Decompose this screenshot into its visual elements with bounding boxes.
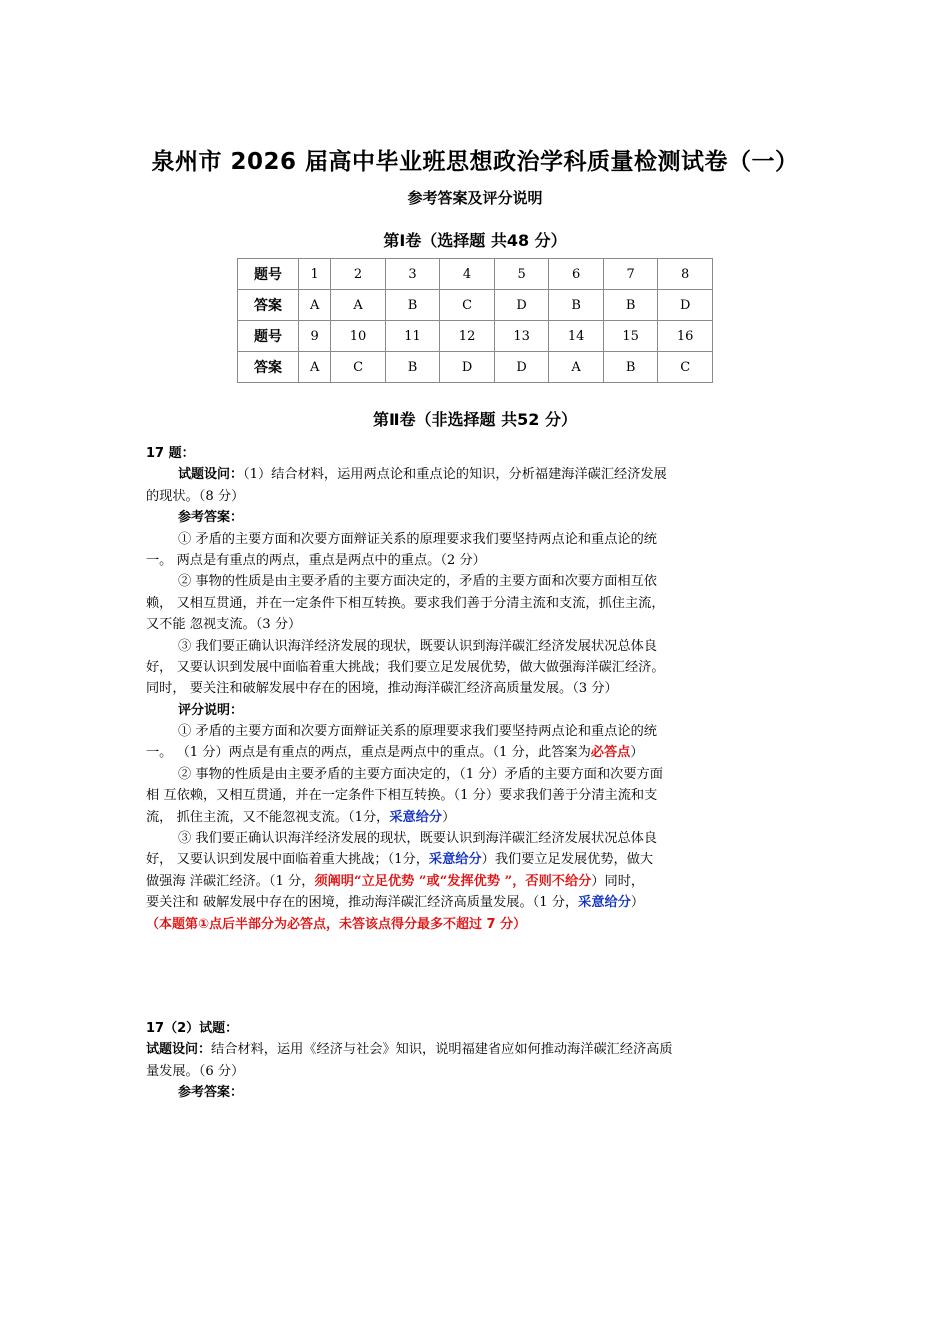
table-row xyxy=(238,352,713,383)
section-2-heading: 第Ⅱ卷（非选择题 共52 分） xyxy=(373,410,577,429)
answer-cell: B xyxy=(385,290,440,321)
question-number: 13 xyxy=(494,321,549,352)
table-row xyxy=(238,321,713,352)
answer-point-3-cont: 好， 又要认识到发展中面临着重大挑战；我们要立足发展优势，做大做强海洋碳汇经济。 xyxy=(146,659,665,675)
answer-table xyxy=(237,258,713,383)
scoring-point-2-cont xyxy=(146,807,810,828)
answer-cell: B xyxy=(603,290,658,321)
question-number: 14 xyxy=(549,321,604,352)
scoring-text: 要关注和 破解发展中存在的困境，推动海洋碳汇经济高质量发展。（1 分， xyxy=(146,895,579,911)
scoring-text: ） xyxy=(630,745,644,761)
answer-point-2: ② 事物的性质是由主要矛盾的主要方面决定的，矛盾的主要方面和次要方面相互依 xyxy=(178,574,657,590)
meaning-score-mark: 采意给分 xyxy=(428,852,482,868)
answer-cell: A xyxy=(299,290,331,321)
question-number: 7 xyxy=(603,259,658,290)
scoring-text: 好， 又要认识到发展中面临着重大挑战；（1分， xyxy=(146,852,429,868)
question-number: 6 xyxy=(549,259,604,290)
question-number: 4 xyxy=(440,259,495,290)
question-prompt xyxy=(146,464,810,485)
scoring-text: ）我们要立足发展优势，做大 xyxy=(481,852,654,868)
question-number: 9 xyxy=(299,321,331,352)
answer-cell: D xyxy=(494,290,549,321)
prompt-text: 结合材料，运用《经济与社会》知识，说明福建省应如何推动海洋碳汇经济高质 xyxy=(211,1042,673,1058)
answer-cell: A xyxy=(299,352,331,383)
question-prompt xyxy=(146,1039,810,1060)
row-label-question: 题号 xyxy=(238,321,299,352)
section-1-heading: 第Ⅰ卷（选择题 共48 分） xyxy=(383,231,567,250)
row-label-answer: 答案 xyxy=(238,290,299,321)
scoring-point-3-cont xyxy=(146,892,810,913)
answer-cell: A xyxy=(549,352,604,383)
scoring-text: ） xyxy=(442,809,456,825)
question-number: 16 xyxy=(658,321,713,352)
answer-point-2-cont: 又不能 忽视支流。（3 分） xyxy=(146,617,302,633)
scoring-point-1: ① 矛盾的主要方面和次要方面辩证关系的原理要求我们要坚持两点论和重点论的统 xyxy=(178,724,657,740)
scoring-point-2: ② 事物的性质是由主要矛盾的主要方面决定的，（1 分）矛盾的主要方面和次要方面 xyxy=(178,766,663,782)
question-number: 3 xyxy=(385,259,440,290)
answer-cell: D xyxy=(440,352,495,383)
scoring-point-3-cont xyxy=(146,871,810,892)
prompt-text: 量发展。（6 分） xyxy=(146,1063,245,1079)
answer-cell: C xyxy=(658,352,713,383)
scoring-text: 一。 （1 分）两点是有重点的两点，重点是两点中的重点。（1 分，此答案为 xyxy=(146,745,591,761)
document-title: 泉州市 2026 届高中毕业班思想政治学科质量检测试卷（一） xyxy=(151,149,799,175)
answer-cell: C xyxy=(440,290,495,321)
row-label-question: 题号 xyxy=(238,259,299,290)
question-number: 8 xyxy=(658,259,713,290)
answer-point-3-cont: 同时， 要关注和破解发展中存在的困境，推动海洋碳汇经济高质量发展。（3 分） xyxy=(146,681,618,697)
answer-point-1-cont: 一。 两点是有重点的两点，重点是两点中的重点。（2 分） xyxy=(146,552,486,568)
question-number: 1 xyxy=(299,259,331,290)
question-number: 2 xyxy=(331,259,386,290)
scoring-text: 流， 抓住主流，又不能忽视支流。（1分， xyxy=(146,809,390,825)
prompt-label: 试题设问： xyxy=(178,467,244,483)
question-label: 17（2）试题： xyxy=(146,1021,239,1036)
meaning-score-mark: 采意给分 xyxy=(389,809,443,825)
table-row xyxy=(238,259,713,290)
answer-cell: D xyxy=(658,290,713,321)
prompt-text: （1）结合材料，运用两点论和重点论的知识，分析福建海洋碳汇经济发展 xyxy=(243,467,667,483)
question-number: 12 xyxy=(440,321,495,352)
required-point-mark: 必答点 xyxy=(590,745,631,761)
scoring-point-2-cont: 相 互依赖，又相互贯通，并在一定条件下相互转换。（1 分）要求我们善于分清主流和支 xyxy=(146,788,658,804)
answer-point-3: ③ 我们要正确认识海洋经济发展的现状，既要认识到海洋碳汇经济发展状况总体良 xyxy=(178,638,657,654)
answer-point-2-cont: 赖， 又相互贯通，并在一定条件下相互转换。要求我们善于分清主流和支流，抓住主流， xyxy=(146,595,665,611)
table-row xyxy=(238,290,713,321)
prompt-label: 试题设问： xyxy=(146,1042,212,1058)
answer-point-1: ① 矛盾的主要方面和次要方面辩证关系的原理要求我们要坚持两点论和重点论的统 xyxy=(178,531,657,547)
row-label-answer: 答案 xyxy=(238,352,299,383)
answer-cell: C xyxy=(331,352,386,383)
answer-cell: B xyxy=(549,290,604,321)
question-17-block xyxy=(146,443,810,935)
reference-answer-label: 参考答案： xyxy=(178,510,244,526)
answer-cell: B xyxy=(603,352,658,383)
scoring-point-1-cont xyxy=(146,742,810,763)
required-condition-mark: 须阐明“立足优势 ”或“发挥优势 ”，否则不给分 xyxy=(314,873,592,889)
question-number: 11 xyxy=(385,321,440,352)
question-number: 5 xyxy=(494,259,549,290)
reference-answer-label: 参考答案： xyxy=(178,1085,244,1101)
question-label: 17 题： xyxy=(146,446,195,461)
scoring-point-3: ③ 我们要正确认识海洋经济发展的现状，既要认识到海洋碳汇经济发展状况总体良 xyxy=(178,831,657,847)
question-number: 10 xyxy=(331,321,386,352)
question-number: 15 xyxy=(603,321,658,352)
scoring-label: 评分说明： xyxy=(178,702,244,718)
meaning-score-mark: 采意给分 xyxy=(578,895,631,911)
answer-cell: B xyxy=(385,352,440,383)
question-17-2-block xyxy=(146,1018,810,1104)
scoring-text: 做强海 洋碳汇经济。（1 分， xyxy=(146,873,315,889)
scoring-text: ）同时， xyxy=(591,873,645,889)
answer-cell: D xyxy=(494,352,549,383)
answer-cell: A xyxy=(331,290,386,321)
scoring-point-3-cont xyxy=(146,849,810,870)
document-subtitle: 参考答案及评分说明 xyxy=(407,189,543,207)
prompt-text: 的现状。（8 分） xyxy=(146,488,245,504)
scoring-text: ） xyxy=(630,895,645,911)
scoring-note: （本题第①点后半部分为必答点，未答该点得分最多不超过 7 分） xyxy=(146,916,527,932)
